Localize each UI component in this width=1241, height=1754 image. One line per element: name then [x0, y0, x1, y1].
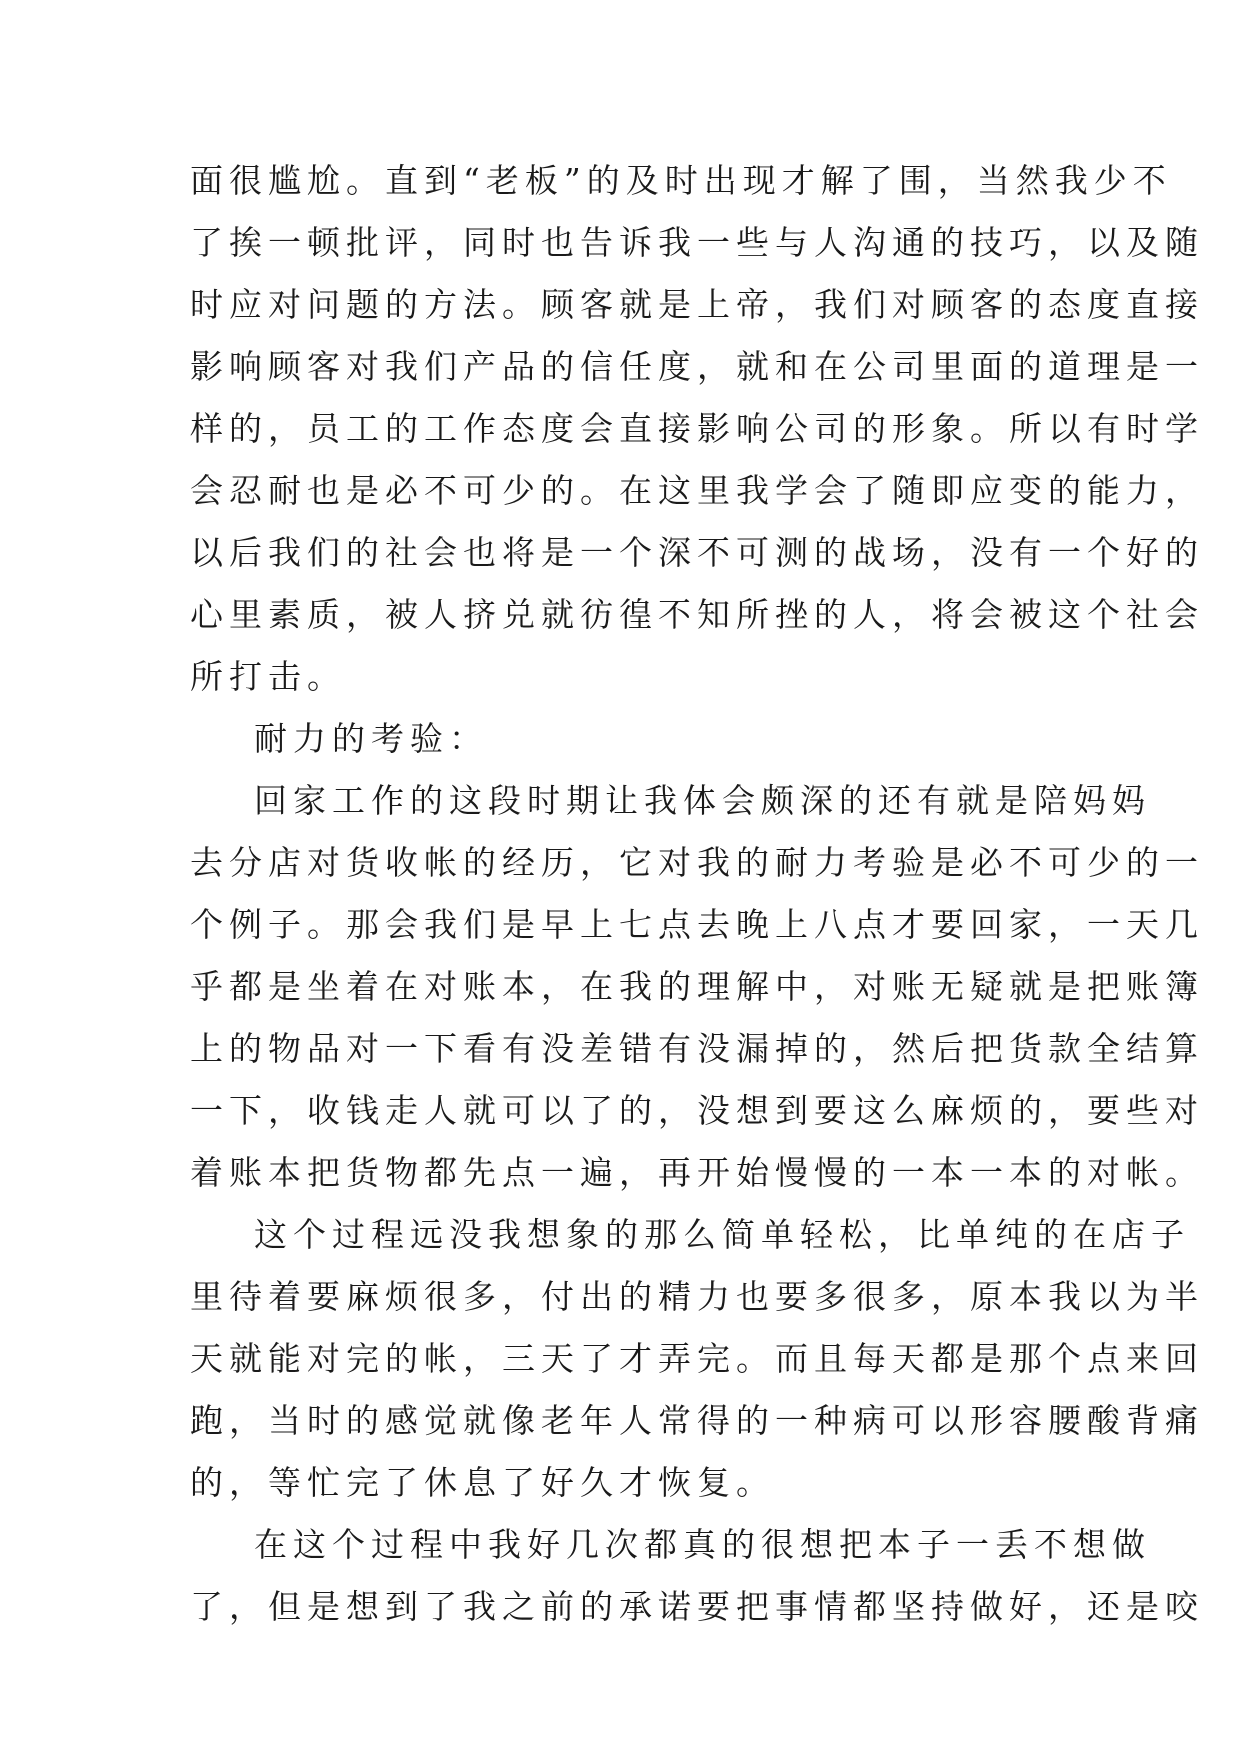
- text-line: 时应对问题的方法。顾客就是上帝，我们对顾客的态度直接: [190, 285, 1204, 324]
- text-line: 个例子。那会我们是早上七点去晚上八点才要回家，一天几: [190, 905, 1204, 944]
- text-line: 心里素质，被人挤兑就彷徨不知所挫的人，将会被这个社会: [190, 595, 1204, 634]
- text-line: 跑，当时的感觉就像老年人常得的一种病可以形容腰酸背痛: [190, 1401, 1204, 1440]
- text-line: 会忍耐也是必不可少的。在这里我学会了随即应变的能力，: [190, 471, 1204, 510]
- text-line: 在这个过程中我好几次都真的很想把本子一丢不想做: [254, 1525, 1151, 1564]
- text-line: 乎都是坐着在对账本，在我的理解中，对账无疑就是把账簿: [190, 967, 1204, 1006]
- section-heading: 耐力的考验：: [254, 719, 488, 758]
- text-line: 这个过程远没我想象的那么简单轻松，比单纯的在店子: [254, 1215, 1190, 1254]
- text-line: 回家工作的这段时期让我体会颇深的还有就是陪妈妈: [254, 781, 1151, 820]
- text-line: 的，等忙完了休息了好久才恢复。: [190, 1463, 775, 1502]
- text-line: 天就能对完的帐，三天了才弄完。而且每天都是那个点来回: [190, 1339, 1204, 1378]
- document-body: [190, 150, 1204, 1638]
- text-line: 去分店对货收帐的经历，它对我的耐力考验是必不可少的一: [190, 843, 1204, 882]
- text-line: 着账本把货物都先点一遍，再开始慢慢的一本一本的对帐。: [190, 1153, 1204, 1192]
- text-line: 以后我们的社会也将是一个深不可测的战场，没有一个好的: [190, 533, 1204, 572]
- text-line: 样的，员工的工作态度会直接影响公司的形象。所以有时学: [190, 409, 1204, 448]
- text-line: 所打击。: [190, 657, 346, 696]
- text-line: 上的物品对一下看有没差错有没漏掉的，然后把货款全结算: [190, 1029, 1204, 1068]
- text-line: 了，但是想到了我之前的承诺要把事情都坚持做好，还是咬: [190, 1587, 1204, 1626]
- text-line: 影响顾客对我们产品的信任度，就和在公司里面的道理是一: [190, 347, 1204, 386]
- text-line: 了挨一顿批评，同时也告诉我一些与人沟通的技巧，以及随: [190, 223, 1204, 262]
- text-line: 一下，收钱走人就可以了的，没想到要这么麻烦的，要些对: [190, 1091, 1204, 1130]
- text-line: 里待着要麻烦很多，付出的精力也要多很多，原本我以为半: [190, 1277, 1204, 1316]
- text-line: 面很尴尬。直到“老板”的及时出现才解了围，当然我少不: [190, 161, 1172, 200]
